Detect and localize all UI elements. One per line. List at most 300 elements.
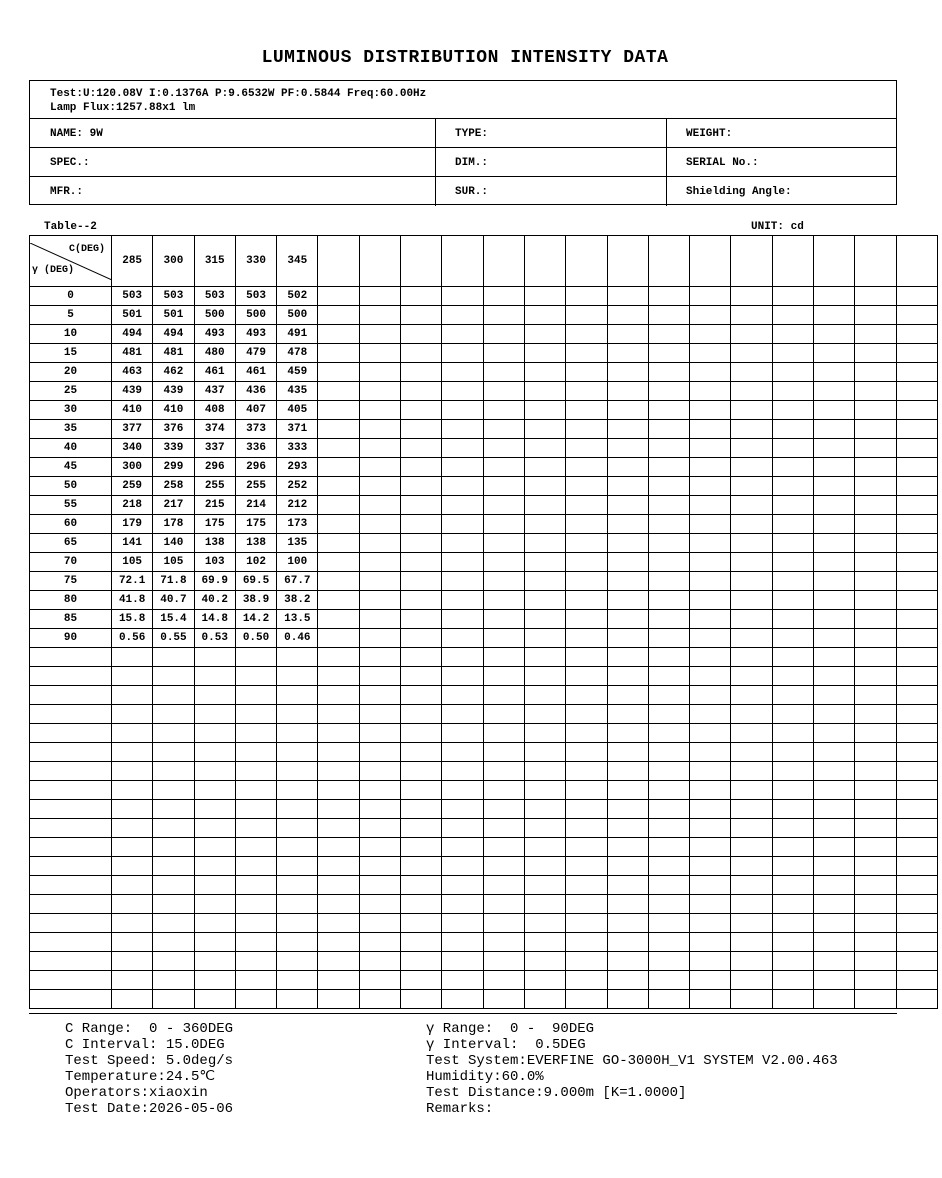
empty-cell bbox=[112, 933, 153, 952]
empty-cell bbox=[401, 990, 442, 1009]
empty-cell bbox=[772, 819, 813, 838]
c-angle-header: 315 bbox=[194, 236, 235, 287]
intensity-cell: 503 bbox=[194, 287, 235, 306]
footer-left-line: Test Date:2026-05-06 bbox=[65, 1101, 234, 1117]
empty-cell bbox=[30, 971, 112, 990]
empty-cell bbox=[607, 971, 648, 990]
empty-cell bbox=[855, 534, 896, 553]
empty-cell bbox=[772, 895, 813, 914]
empty-cell bbox=[855, 629, 896, 648]
empty-cell bbox=[896, 496, 937, 515]
empty-cell bbox=[359, 591, 400, 610]
empty-cell bbox=[690, 933, 731, 952]
empty-cell bbox=[772, 990, 813, 1009]
empty-cell bbox=[772, 838, 813, 857]
empty-cell bbox=[772, 591, 813, 610]
empty-cell bbox=[772, 800, 813, 819]
empty-cell bbox=[648, 420, 689, 439]
empty-cell bbox=[607, 667, 648, 686]
empty-cell bbox=[401, 363, 442, 382]
empty-cell bbox=[607, 287, 648, 306]
empty-cell bbox=[318, 800, 359, 819]
empty-cell bbox=[483, 553, 524, 572]
empty-cell bbox=[30, 933, 112, 952]
empty-cell bbox=[359, 781, 400, 800]
empty-cell bbox=[648, 743, 689, 762]
empty-cell bbox=[648, 819, 689, 838]
empty-cell bbox=[524, 553, 565, 572]
empty-cell bbox=[607, 686, 648, 705]
empty-cell bbox=[772, 629, 813, 648]
empty-cell bbox=[772, 857, 813, 876]
empty-cell bbox=[277, 990, 318, 1009]
empty-cell bbox=[690, 420, 731, 439]
intensity-cell: 252 bbox=[277, 477, 318, 496]
empty-cell bbox=[896, 363, 937, 382]
empty-cell bbox=[731, 876, 772, 895]
empty-cell bbox=[566, 477, 607, 496]
empty-cell bbox=[855, 306, 896, 325]
table-row bbox=[30, 990, 938, 1009]
empty-cell bbox=[318, 876, 359, 895]
empty-cell bbox=[194, 895, 235, 914]
empty-cell bbox=[896, 553, 937, 572]
empty-cell bbox=[648, 952, 689, 971]
intensity-cell: 293 bbox=[277, 458, 318, 477]
empty-cell bbox=[855, 838, 896, 857]
intensity-cell: 100 bbox=[277, 553, 318, 572]
empty-cell bbox=[235, 724, 276, 743]
empty-cell bbox=[483, 496, 524, 515]
gamma-angle-cell: 50 bbox=[30, 477, 112, 496]
footer-divider bbox=[29, 1013, 897, 1014]
table-row bbox=[30, 819, 938, 838]
empty-cell bbox=[772, 781, 813, 800]
empty-cell bbox=[772, 325, 813, 344]
footer-right-line: Humidity:60.0% bbox=[426, 1069, 544, 1085]
empty-cell bbox=[855, 572, 896, 591]
empty-cell bbox=[318, 629, 359, 648]
empty-cell bbox=[690, 857, 731, 876]
empty-cell bbox=[896, 325, 937, 344]
intensity-cell: 300 bbox=[112, 458, 153, 477]
table-row bbox=[30, 800, 938, 819]
empty-cell bbox=[896, 724, 937, 743]
empty-cell bbox=[359, 420, 400, 439]
empty-cell bbox=[814, 838, 855, 857]
empty-header-cell bbox=[731, 236, 772, 287]
empty-cell bbox=[112, 914, 153, 933]
empty-cell bbox=[194, 876, 235, 895]
empty-cell bbox=[359, 800, 400, 819]
empty-cell bbox=[524, 648, 565, 667]
empty-cell bbox=[194, 800, 235, 819]
gamma-angle-cell: 55 bbox=[30, 496, 112, 515]
empty-cell bbox=[194, 781, 235, 800]
intensity-cell: 503 bbox=[153, 287, 194, 306]
intensity-cell: 407 bbox=[235, 401, 276, 420]
empty-cell bbox=[318, 363, 359, 382]
empty-cell bbox=[442, 420, 483, 439]
empty-cell bbox=[359, 857, 400, 876]
empty-cell bbox=[814, 306, 855, 325]
empty-header-cell bbox=[483, 236, 524, 287]
empty-cell bbox=[442, 762, 483, 781]
intensity-cell: 175 bbox=[194, 515, 235, 534]
empty-cell bbox=[814, 629, 855, 648]
empty-cell bbox=[194, 933, 235, 952]
intensity-cell: 377 bbox=[112, 420, 153, 439]
empty-cell bbox=[277, 686, 318, 705]
empty-cell bbox=[483, 800, 524, 819]
empty-cell bbox=[235, 781, 276, 800]
footer-left-line: Test Speed: 5.0deg/s bbox=[65, 1053, 234, 1069]
empty-cell bbox=[483, 705, 524, 724]
empty-cell bbox=[855, 819, 896, 838]
empty-cell bbox=[648, 914, 689, 933]
empty-cell bbox=[690, 382, 731, 401]
empty-cell bbox=[607, 591, 648, 610]
empty-cell bbox=[814, 667, 855, 686]
empty-cell bbox=[772, 743, 813, 762]
empty-cell bbox=[483, 648, 524, 667]
empty-cell bbox=[442, 325, 483, 344]
footer-left-line: Temperature:24.5℃ bbox=[65, 1069, 216, 1085]
empty-cell bbox=[648, 363, 689, 382]
empty-cell bbox=[318, 857, 359, 876]
empty-cell bbox=[690, 572, 731, 591]
empty-cell bbox=[855, 743, 896, 762]
empty-cell bbox=[731, 686, 772, 705]
empty-cell bbox=[690, 591, 731, 610]
empty-cell bbox=[648, 667, 689, 686]
empty-cell bbox=[855, 952, 896, 971]
empty-cell bbox=[772, 686, 813, 705]
empty-cell bbox=[772, 705, 813, 724]
empty-cell bbox=[442, 344, 483, 363]
empty-cell bbox=[235, 705, 276, 724]
empty-cell bbox=[153, 648, 194, 667]
intensity-cell: 439 bbox=[153, 382, 194, 401]
empty-header-cell bbox=[607, 236, 648, 287]
empty-cell bbox=[566, 325, 607, 344]
intensity-cell: 461 bbox=[235, 363, 276, 382]
empty-cell bbox=[153, 971, 194, 990]
intensity-cell: 494 bbox=[153, 325, 194, 344]
intensity-cell: 69.5 bbox=[235, 572, 276, 591]
empty-cell bbox=[566, 838, 607, 857]
empty-cell bbox=[814, 895, 855, 914]
empty-cell bbox=[30, 705, 112, 724]
empty-cell bbox=[235, 857, 276, 876]
empty-cell bbox=[731, 781, 772, 800]
empty-cell bbox=[607, 534, 648, 553]
empty-cell bbox=[442, 439, 483, 458]
empty-cell bbox=[483, 838, 524, 857]
empty-cell bbox=[648, 382, 689, 401]
table-row bbox=[30, 306, 938, 325]
empty-cell bbox=[607, 610, 648, 629]
empty-cell bbox=[30, 914, 112, 933]
empty-cell bbox=[648, 724, 689, 743]
empty-cell bbox=[855, 363, 896, 382]
intensity-cell: 0.53 bbox=[194, 629, 235, 648]
empty-cell bbox=[112, 686, 153, 705]
empty-cell bbox=[814, 952, 855, 971]
empty-cell bbox=[359, 648, 400, 667]
empty-cell bbox=[731, 363, 772, 382]
intensity-grid bbox=[29, 235, 938, 1009]
empty-cell bbox=[896, 838, 937, 857]
empty-cell bbox=[814, 724, 855, 743]
intensity-cell: 299 bbox=[153, 458, 194, 477]
gamma-angle-cell: 30 bbox=[30, 401, 112, 420]
flux-line: Lamp Flux:1257.88x1 lm bbox=[50, 102, 196, 114]
empty-cell bbox=[401, 800, 442, 819]
empty-cell bbox=[112, 952, 153, 971]
empty-cell bbox=[566, 515, 607, 534]
empty-cell bbox=[194, 990, 235, 1009]
empty-cell bbox=[648, 477, 689, 496]
info-row-mfr bbox=[30, 176, 896, 206]
empty-cell bbox=[566, 534, 607, 553]
empty-cell bbox=[896, 439, 937, 458]
intensity-cell: 493 bbox=[194, 325, 235, 344]
table-row bbox=[30, 705, 938, 724]
empty-cell bbox=[524, 743, 565, 762]
empty-cell bbox=[401, 325, 442, 344]
empty-cell bbox=[896, 876, 937, 895]
empty-cell bbox=[690, 477, 731, 496]
empty-cell bbox=[442, 705, 483, 724]
empty-cell bbox=[607, 648, 648, 667]
empty-cell bbox=[896, 306, 937, 325]
empty-cell bbox=[30, 800, 112, 819]
empty-cell bbox=[731, 477, 772, 496]
empty-cell bbox=[153, 876, 194, 895]
empty-cell bbox=[648, 838, 689, 857]
empty-cell bbox=[483, 762, 524, 781]
empty-cell bbox=[401, 610, 442, 629]
empty-header-cell bbox=[524, 236, 565, 287]
empty-cell bbox=[566, 933, 607, 952]
intensity-cell: 217 bbox=[153, 496, 194, 515]
empty-cell bbox=[855, 439, 896, 458]
intensity-cell: 178 bbox=[153, 515, 194, 534]
empty-cell bbox=[483, 610, 524, 629]
empty-header-cell bbox=[814, 236, 855, 287]
empty-cell bbox=[731, 344, 772, 363]
empty-cell bbox=[401, 933, 442, 952]
empty-cell bbox=[483, 895, 524, 914]
empty-cell bbox=[731, 401, 772, 420]
empty-cell bbox=[524, 724, 565, 743]
empty-cell bbox=[318, 401, 359, 420]
empty-cell bbox=[524, 458, 565, 477]
gamma-angle-cell: 0 bbox=[30, 287, 112, 306]
empty-cell bbox=[690, 838, 731, 857]
intensity-cell: 494 bbox=[112, 325, 153, 344]
intensity-cell: 501 bbox=[153, 306, 194, 325]
empty-cell bbox=[772, 420, 813, 439]
empty-cell bbox=[648, 933, 689, 952]
empty-cell bbox=[896, 420, 937, 439]
empty-cell bbox=[442, 800, 483, 819]
empty-cell bbox=[442, 838, 483, 857]
empty-cell bbox=[607, 895, 648, 914]
empty-cell bbox=[524, 401, 565, 420]
empty-cell bbox=[483, 344, 524, 363]
empty-cell bbox=[359, 838, 400, 857]
empty-cell bbox=[607, 724, 648, 743]
empty-cell bbox=[814, 971, 855, 990]
empty-cell bbox=[648, 458, 689, 477]
empty-cell bbox=[442, 629, 483, 648]
empty-cell bbox=[690, 743, 731, 762]
empty-cell bbox=[896, 572, 937, 591]
empty-cell bbox=[731, 287, 772, 306]
empty-cell bbox=[814, 534, 855, 553]
empty-cell bbox=[814, 914, 855, 933]
empty-cell bbox=[524, 857, 565, 876]
empty-cell bbox=[318, 952, 359, 971]
empty-cell bbox=[524, 914, 565, 933]
empty-cell bbox=[524, 838, 565, 857]
empty-cell bbox=[235, 686, 276, 705]
empty-cell bbox=[731, 819, 772, 838]
empty-cell bbox=[483, 591, 524, 610]
empty-cell bbox=[566, 591, 607, 610]
intensity-cell: 436 bbox=[235, 382, 276, 401]
empty-cell bbox=[896, 667, 937, 686]
empty-cell bbox=[896, 895, 937, 914]
empty-cell bbox=[896, 629, 937, 648]
empty-cell bbox=[401, 762, 442, 781]
empty-cell bbox=[524, 363, 565, 382]
empty-cell bbox=[814, 857, 855, 876]
footer-right-line: γ Interval: 0.5DEG bbox=[426, 1037, 586, 1053]
empty-cell bbox=[318, 306, 359, 325]
empty-cell bbox=[607, 572, 648, 591]
footer-right bbox=[426, 1021, 838, 1117]
empty-cell bbox=[359, 705, 400, 724]
empty-cell bbox=[690, 496, 731, 515]
empty-cell bbox=[359, 553, 400, 572]
empty-cell bbox=[524, 496, 565, 515]
empty-cell bbox=[648, 629, 689, 648]
empty-cell bbox=[401, 971, 442, 990]
empty-cell bbox=[153, 838, 194, 857]
weight-field: WEIGHT: bbox=[686, 127, 733, 140]
empty-cell bbox=[483, 572, 524, 591]
empty-cell bbox=[855, 610, 896, 629]
empty-cell bbox=[566, 610, 607, 629]
empty-cell bbox=[814, 933, 855, 952]
empty-cell bbox=[112, 876, 153, 895]
empty-header-cell bbox=[772, 236, 813, 287]
empty-cell bbox=[896, 743, 937, 762]
intensity-cell: 405 bbox=[277, 401, 318, 420]
empty-cell bbox=[566, 952, 607, 971]
empty-cell bbox=[483, 876, 524, 895]
empty-cell bbox=[359, 363, 400, 382]
empty-cell bbox=[855, 933, 896, 952]
empty-cell bbox=[30, 895, 112, 914]
intensity-cell: 410 bbox=[112, 401, 153, 420]
empty-cell bbox=[896, 762, 937, 781]
empty-cell bbox=[235, 990, 276, 1009]
intensity-cell: 102 bbox=[235, 553, 276, 572]
intensity-cell: 141 bbox=[112, 534, 153, 553]
empty-cell bbox=[731, 914, 772, 933]
intensity-cell: 376 bbox=[153, 420, 194, 439]
empty-cell bbox=[401, 914, 442, 933]
empty-cell bbox=[277, 933, 318, 952]
empty-cell bbox=[112, 819, 153, 838]
empty-cell bbox=[483, 686, 524, 705]
empty-cell bbox=[153, 819, 194, 838]
table-row bbox=[30, 344, 938, 363]
intensity-cell: 462 bbox=[153, 363, 194, 382]
empty-cell bbox=[607, 420, 648, 439]
gamma-angle-cell: 25 bbox=[30, 382, 112, 401]
c-angle-header: 345 bbox=[277, 236, 318, 287]
table-row bbox=[30, 648, 938, 667]
empty-cell bbox=[359, 572, 400, 591]
empty-cell bbox=[855, 420, 896, 439]
intensity-cell: 296 bbox=[235, 458, 276, 477]
empty-cell bbox=[690, 534, 731, 553]
intensity-cell: 501 bbox=[112, 306, 153, 325]
empty-cell bbox=[772, 306, 813, 325]
empty-cell bbox=[277, 724, 318, 743]
empty-cell bbox=[690, 325, 731, 344]
empty-cell bbox=[814, 287, 855, 306]
intensity-cell: 480 bbox=[194, 344, 235, 363]
empty-cell bbox=[566, 306, 607, 325]
empty-cell bbox=[318, 496, 359, 515]
empty-cell bbox=[483, 724, 524, 743]
empty-cell bbox=[690, 781, 731, 800]
empty-cell bbox=[318, 914, 359, 933]
empty-cell bbox=[566, 667, 607, 686]
empty-cell bbox=[772, 667, 813, 686]
empty-cell bbox=[112, 762, 153, 781]
empty-cell bbox=[566, 819, 607, 838]
empty-cell bbox=[318, 686, 359, 705]
empty-cell bbox=[277, 762, 318, 781]
empty-cell bbox=[814, 686, 855, 705]
empty-cell bbox=[318, 458, 359, 477]
empty-cell bbox=[731, 952, 772, 971]
empty-cell bbox=[855, 705, 896, 724]
table-row bbox=[30, 933, 938, 952]
empty-cell bbox=[648, 496, 689, 515]
empty-cell bbox=[153, 781, 194, 800]
gamma-angle-cell: 60 bbox=[30, 515, 112, 534]
empty-cell bbox=[566, 439, 607, 458]
empty-cell bbox=[772, 876, 813, 895]
empty-cell bbox=[442, 971, 483, 990]
empty-cell bbox=[359, 496, 400, 515]
empty-cell bbox=[194, 743, 235, 762]
empty-cell bbox=[401, 724, 442, 743]
empty-cell bbox=[153, 800, 194, 819]
empty-cell bbox=[524, 876, 565, 895]
empty-cell bbox=[524, 629, 565, 648]
empty-cell bbox=[277, 895, 318, 914]
empty-header-cell bbox=[566, 236, 607, 287]
